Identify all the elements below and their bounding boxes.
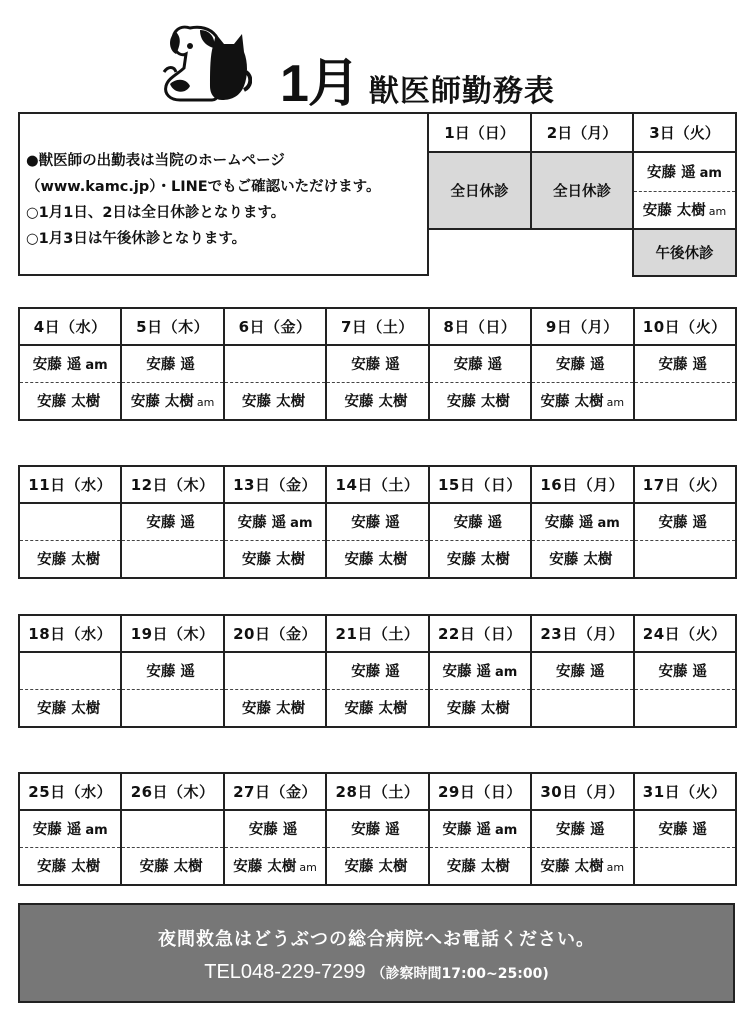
staff-cell [121, 345, 223, 382]
staff-cell [19, 810, 121, 847]
staff-name: 安藤 遥 [237, 515, 287, 532]
day-header: 15日（日） [429, 466, 531, 503]
staff-cell [224, 540, 326, 578]
am-tag: am [606, 396, 625, 410]
staff-cell [224, 345, 326, 382]
day-header: 23日（月） [531, 615, 633, 652]
staff-cell [224, 689, 326, 727]
staff-cell [121, 689, 223, 727]
staff-cell [634, 540, 736, 578]
empty-space [428, 229, 531, 276]
staff-cell [224, 652, 326, 689]
staff-cell [326, 503, 428, 540]
staff-cell [224, 503, 326, 540]
am-tag: am [85, 823, 108, 839]
staff-cell [121, 810, 223, 847]
day-header: 17日（火） [634, 466, 736, 503]
staff-name: 安藤 遥 [556, 357, 605, 374]
staff-cell [19, 652, 121, 689]
staff-cell [634, 810, 736, 847]
day-header: 3日（火） [633, 113, 736, 152]
staff-cell [19, 345, 121, 382]
staff-name: 安藤 遥 [146, 357, 195, 374]
week-table [18, 614, 737, 728]
staff-name: 安藤 太樹 [37, 859, 101, 876]
staff-cell [326, 847, 428, 885]
empty-space [531, 229, 633, 276]
notice-line: （www.kamc.jp）・LINEでもご確認いただけます。 [26, 179, 381, 195]
staff-name: 安藤 太樹 [242, 394, 306, 411]
staff-name: 安藤 遥 [351, 664, 400, 681]
staff-cell [429, 810, 531, 847]
staff-cell [634, 382, 736, 420]
page-header [0, 18, 750, 113]
day-header: 24日（火） [634, 615, 736, 652]
day-header: 14日（土） [326, 466, 428, 503]
staff-name: 安藤 遥 [658, 664, 708, 681]
staff-cell [224, 382, 326, 420]
staff-name: 安藤 太樹 [446, 701, 510, 718]
staff-cell [531, 810, 633, 847]
staff-name: 安藤 遥 [556, 822, 605, 839]
staff-name: 安藤 太樹 [446, 394, 510, 411]
staff-cell [19, 689, 121, 727]
staff-cell [634, 503, 736, 540]
am-tag: am [85, 358, 108, 374]
staff-name: 安藤 太樹 [549, 552, 613, 569]
staff-name: 安藤 遥 [351, 515, 400, 532]
day-header: 21日（土） [326, 615, 428, 652]
staff-cell [19, 847, 121, 885]
day-header: 16日（月） [531, 466, 633, 503]
page-title [280, 55, 555, 113]
closed-cell: 午後休診 [633, 229, 736, 276]
staff-cell [531, 689, 633, 727]
day-header: 12日（木） [121, 466, 223, 503]
day-header: 9日（月） [531, 308, 633, 345]
day-header: 20日（金） [224, 615, 326, 652]
day-header: 7日（土） [326, 308, 428, 345]
staff-name: 安藤 遥 [658, 515, 708, 532]
day-header: 1日（日） [428, 113, 531, 152]
day-header: 6日（金） [224, 308, 326, 345]
staff-name: 安藤 太樹 [37, 394, 101, 411]
day-header: 31日（火） [634, 773, 736, 810]
staff-name: 安藤 遥 [248, 822, 298, 839]
staff-cell [326, 810, 428, 847]
staff-cell [224, 810, 326, 847]
week-table [18, 465, 737, 579]
staff-cell [19, 382, 121, 420]
staff-name: 安藤 遥 [453, 357, 503, 374]
notice-box [18, 112, 429, 276]
staff-name: 安藤 太樹 [139, 859, 203, 876]
footer-contact [20, 961, 733, 984]
staff-name: 安藤 太樹 [37, 552, 101, 569]
dog-and-cat-logo-icon [160, 20, 252, 104]
staff-name: 安藤 太樹 [37, 701, 101, 718]
day-header: 22日（日） [429, 615, 531, 652]
week-table [18, 772, 737, 886]
staff-cell [531, 540, 633, 578]
staff-cell [634, 689, 736, 727]
am-tag: am [708, 205, 727, 219]
staff-cell [531, 652, 633, 689]
staff-name: 安藤 太樹 [344, 701, 408, 718]
staff-cell [429, 847, 531, 885]
staff-cell [531, 503, 633, 540]
staff-cell [633, 152, 736, 191]
day-header: 27日（金） [224, 773, 326, 810]
staff-cell [326, 652, 428, 689]
day-header: 2日（月） [531, 113, 633, 152]
notice-line: ●獣医師の出勤表は当院のホームページ [26, 153, 285, 169]
staff-cell [429, 652, 531, 689]
staff-cell [19, 540, 121, 578]
staff-name: 安藤 遥 [442, 664, 492, 681]
staff-name: 安藤 遥 [32, 357, 82, 374]
staff-cell [224, 847, 326, 885]
staff-name: 安藤 遥 [544, 515, 594, 532]
emergency-footer [18, 903, 735, 1003]
day-header: 29日（日） [429, 773, 531, 810]
staff-name: 安藤 遥 [351, 357, 400, 374]
staff-name: 安藤 太樹 [344, 394, 408, 411]
phone-number: TEL048-229-7299 [204, 961, 366, 983]
closed-cell: 全日休診 [531, 152, 633, 229]
top-week-table [427, 112, 737, 277]
day-header: 13日（金） [224, 466, 326, 503]
am-tag: am [606, 861, 625, 875]
staff-cell [121, 382, 223, 420]
notice-line: ○1月3日は午後休診となります。 [26, 231, 247, 247]
staff-cell [429, 345, 531, 382]
staff-name: 安藤 遥 [647, 165, 696, 182]
staff-name: 安藤 遥 [32, 822, 82, 839]
staff-name: 安藤 太樹 [344, 859, 408, 876]
staff-cell [633, 191, 736, 229]
staff-name: 安藤 太樹 [233, 859, 297, 876]
staff-name: 安藤 太樹 [130, 394, 194, 411]
staff-cell [634, 847, 736, 885]
am-tag: am [196, 396, 215, 410]
staff-cell [326, 540, 428, 578]
staff-cell [634, 345, 736, 382]
staff-name: 安藤 太樹 [540, 859, 604, 876]
am-tag: am [699, 166, 722, 182]
week-table [18, 307, 737, 421]
staff-cell [429, 540, 531, 578]
staff-cell [531, 382, 633, 420]
staff-name: 安藤 遥 [453, 515, 503, 532]
staff-name: 安藤 太樹 [540, 394, 604, 411]
staff-name: 安藤 太樹 [446, 552, 510, 569]
staff-cell [121, 503, 223, 540]
staff-name: 安藤 太樹 [642, 203, 706, 220]
month-label: 1月 [280, 55, 359, 113]
staff-cell [531, 847, 633, 885]
staff-name: 安藤 遥 [146, 515, 195, 532]
day-header: 5日（木） [121, 308, 223, 345]
footer-message: 夜間救急はどうぶつの総合病院へお電話ください。 [158, 929, 595, 950]
staff-name: 安藤 遥 [442, 822, 492, 839]
staff-cell [121, 652, 223, 689]
hours-text: （診察時間17:00~25:00) [371, 966, 549, 982]
day-header: 8日（日） [429, 308, 531, 345]
staff-name: 安藤 遥 [658, 357, 708, 374]
am-tag: am [495, 823, 518, 839]
staff-cell [634, 652, 736, 689]
am-tag: am [597, 516, 620, 532]
closed-cell: 全日休診 [428, 152, 531, 229]
staff-cell [429, 689, 531, 727]
staff-name: 安藤 遥 [146, 664, 195, 681]
staff-cell [19, 503, 121, 540]
am-tag: am [290, 516, 313, 532]
staff-cell [429, 503, 531, 540]
day-header: 10日（火） [634, 308, 736, 345]
staff-cell [326, 689, 428, 727]
staff-name: 安藤 太樹 [242, 552, 306, 569]
day-header: 19日（木） [121, 615, 223, 652]
day-header: 18日（水） [19, 615, 121, 652]
staff-cell [121, 847, 223, 885]
title-text: 獣医師勤務表 [368, 74, 555, 109]
am-tag: am [299, 861, 317, 875]
am-tag: am [495, 665, 518, 681]
staff-name: 安藤 遥 [658, 822, 708, 839]
staff-name: 安藤 遥 [351, 822, 400, 839]
day-header: 11日（水） [19, 466, 121, 503]
staff-name: 安藤 遥 [556, 664, 605, 681]
staff-cell [121, 540, 223, 578]
notice-line: ○1月1日、2日は全日休診となります。 [26, 205, 286, 221]
staff-name: 安藤 太樹 [344, 552, 408, 569]
day-header: 30日（月） [531, 773, 633, 810]
staff-cell [326, 382, 428, 420]
staff-cell [326, 345, 428, 382]
staff-name: 安藤 太樹 [446, 859, 510, 876]
staff-cell [429, 382, 531, 420]
day-header: 25日（水） [19, 773, 121, 810]
day-header: 4日（水） [19, 308, 121, 345]
day-header: 28日（土） [326, 773, 428, 810]
day-header: 26日（木） [121, 773, 223, 810]
staff-name: 安藤 太樹 [242, 701, 306, 718]
staff-cell [531, 345, 633, 382]
